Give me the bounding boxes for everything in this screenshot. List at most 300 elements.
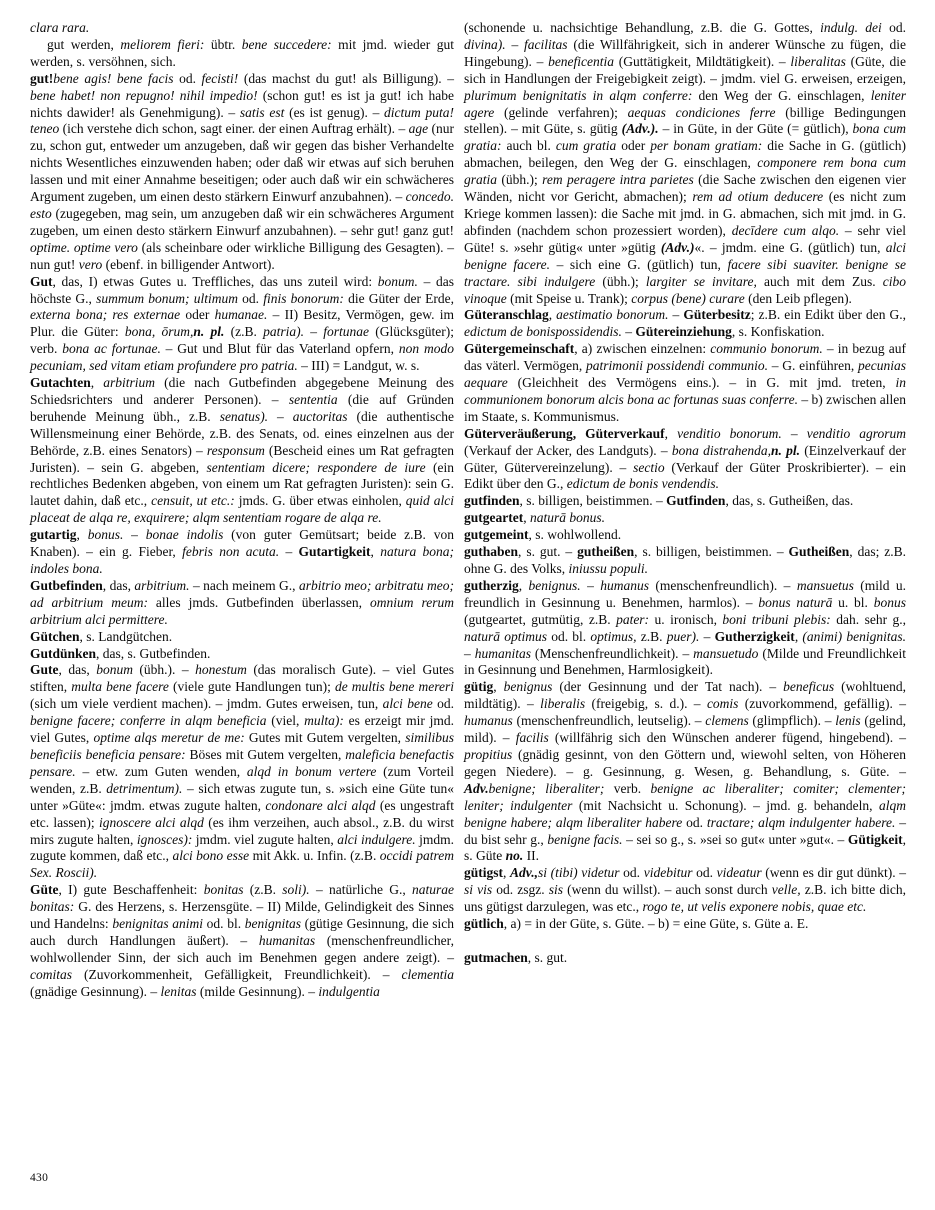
entry-text-run: (Adv.) (660, 239, 695, 255)
entry-text-run: cibo vinoque (464, 273, 906, 306)
entry-text-run: dah. sehr g., (830, 611, 907, 627)
entry-text-run: velle, (771, 882, 801, 898)
entry-text-run: jmds. G. über etwas einholen, (234, 493, 406, 509)
entry-text-run: gut werden, (47, 36, 121, 52)
entry-text-run: u. bl. (832, 594, 874, 610)
entry-text-run: liberalitas (790, 53, 846, 69)
entry-text-run: lenitas (160, 983, 197, 999)
entry-text-run: (Milde und Freundlichkeit in Gesinnung und Benehmen, Harmlosigkeit). (464, 645, 906, 678)
entry-text-run: (Adv.). (621, 121, 659, 137)
right-column (464, 20, 906, 967)
entry-text-run: od. (432, 696, 455, 712)
entry-text-run: Adv. (464, 780, 489, 796)
dictionary-entry (30, 882, 454, 1000)
entry-text-run: , s. wohlwollend. (528, 527, 622, 543)
dictionary-entry (30, 37, 454, 71)
entry-text-run: clara rara. (30, 20, 90, 35)
entry-text-run: bonum. (377, 273, 418, 289)
entry-text-run: – (268, 408, 293, 424)
entry-text-run: , s. billigen, beistimmen. – (519, 493, 667, 509)
entry-text-run: od. bl. (546, 628, 591, 644)
entry-text-run: od. bl. (203, 916, 245, 932)
entry-text-run: beneficentia (548, 53, 615, 69)
entry-text-run: benigne ac liberaliter; comiter; clementer; leniter; indulgenter (464, 780, 906, 813)
entry-text-run: cum gratia (555, 138, 617, 154)
entry-text-run: Gutdünken (30, 645, 97, 661)
dictionary-entry (464, 865, 906, 916)
entry-text-run: (Menschenfreundlichkeit). – (530, 645, 694, 661)
entry-text-run: (nur zu, schon gut, entweder um anzugeben, daß wir gegen das bisher Verhandelte nichts Wesentliches einzuwenden haben; oder daß wir etwas auf sich beruhen lassen und mit einer Annahme beseitigen; oder auch daß wir ein schwächeres Argument zugeben, um einen desto stärkern Einwurf anzubahnen). – (30, 121, 454, 205)
entry-text-run: Gutartigkeit (298, 544, 371, 560)
entry-text-run: benignus (503, 679, 553, 695)
entry-text-run: externa bona; res externae (30, 307, 181, 323)
entry-text-run: – (699, 628, 715, 644)
entry-text-run: ignosces): (136, 831, 193, 847)
entry-text-run: mansuetus (796, 577, 854, 593)
dictionary-entry (464, 307, 906, 341)
entry-text-run: , das, I) etwas Gutes u. Treffliches, das uns zuteil wird: (52, 273, 378, 289)
entry-text-run: – (781, 425, 807, 441)
dictionary-entry (30, 375, 454, 527)
entry-text-run: iniussu populi. (568, 561, 649, 576)
entry-text-run: (von guter Gemütsart; beide z.B. von Knaben). – ein g. Fieber, (30, 527, 454, 560)
dictionary-entry (464, 578, 906, 679)
entry-text-run: – Gut und Blut für das Vaterland opfern, (160, 341, 399, 357)
entry-text-run: es erzeigt mir jmd. viel Gutes, (30, 713, 455, 746)
entry-text-run: (Gleichheit des Vermögens eins.). – in G. mit jmd. treten, (507, 375, 896, 391)
entry-text-run: bene agis! bene facis (53, 70, 174, 86)
entry-text-run: (menschenfreundlich, leutselig). – (512, 713, 706, 729)
entry-text-run: alci bono esse (172, 848, 250, 864)
entry-text-run: – (668, 307, 684, 323)
entry-text-run: (glimpflich). – (748, 713, 836, 729)
entry-text-run: alqd in bonum vertere (246, 763, 377, 779)
entry-text-run: fortunae (323, 324, 370, 340)
entry-text-run: bona distrahenda, (671, 442, 772, 458)
entry-text-run: bene habet! non repugno! nihil impedio! (30, 87, 258, 103)
dictionary-entry (464, 510, 906, 527)
entry-text-run: (milde Gesinnung). – (196, 983, 319, 999)
entry-text-run: (z.B. (224, 324, 264, 340)
entry-text-run: divina). (464, 36, 506, 52)
entry-text-run: Böses mit Gutem vergelten, (185, 746, 346, 762)
entry-text-run: (viel, (266, 713, 305, 729)
entry-text-run: – das höchste G., (30, 273, 454, 306)
entry-text-run: mit Akk. u. Infin. (z.B. (249, 848, 380, 864)
entry-text-run: – (279, 544, 299, 560)
entry-text-run: multa bene facere (71, 679, 169, 695)
entry-text-run: (animi) benignitas. (802, 628, 907, 644)
entry-text-run: satis est (239, 104, 285, 120)
entry-text-run: (freigebig, s. d.). – (585, 696, 707, 712)
entry-text-run: auch mit dem Zus. (756, 273, 883, 289)
entry-text-run: guthaben (464, 544, 519, 560)
entry-text-run: vero (78, 256, 103, 272)
entry-text-run: leniter agere (464, 87, 906, 120)
entry-text-run: alles jmds. Gutbefinden überlassen, (147, 594, 371, 610)
entry-text-run: – nach meinem G., (189, 577, 299, 593)
entry-text-run: bonus naturā (758, 594, 833, 610)
entry-text-run: (zuvorkommend, gefällig). – (738, 696, 906, 712)
dictionary-entry (464, 341, 906, 426)
entry-text-run: Gutbefinden (30, 577, 103, 593)
left-column (30, 20, 454, 1001)
entry-text-run: – (304, 324, 324, 340)
entry-text-run: edictum de bonis vendendis. (566, 476, 719, 492)
entry-text-run: no. (505, 848, 524, 864)
entry-text-run: , das, s. Gutbefinden. (96, 645, 211, 661)
entry-text-run: (gelinde verfahren); (494, 104, 628, 120)
entry-text-run: alci benigne facere. (464, 239, 906, 272)
entry-text-run: tractare; alqm indulgenter habere. (706, 814, 896, 830)
entry-text-run: mansuetudo (693, 645, 759, 661)
entry-text-run: oder (180, 307, 215, 323)
entry-text-run: n. pl. (193, 324, 225, 340)
entry-text-run: si vis (464, 882, 493, 898)
entry-text-run: humanus (464, 713, 513, 729)
entry-text-run: ignoscere alci alqd (99, 814, 204, 830)
entry-text-run: lenis (835, 713, 861, 729)
entry-text-run: humanitas (258, 932, 316, 948)
entry-text-run: gutartig (30, 527, 77, 543)
entry-text-run: – sei so g., s. »sei so gut« unter »gut«. – (622, 831, 848, 847)
entry-text-run: gutfinden (464, 493, 520, 509)
entry-text-run: bonus. (87, 527, 124, 543)
entry-text-run: benigne facis. (547, 831, 623, 847)
entry-text-run: sectio (633, 459, 665, 475)
entry-text-run: (die nach Gutbefinden abgegebene Meinung des Schiedsrichters und anderer Personen). – (30, 375, 455, 407)
entry-text-run: mit jmd. wieder gut werden, s. versöhnen, sich. (30, 36, 455, 69)
entry-text-run: od. (619, 865, 644, 881)
entry-text-run: naturae bonitas: (30, 882, 455, 915)
entry-text-run: detrimentum). (106, 780, 183, 796)
entry-text-run: – (505, 36, 525, 52)
entry-text-run: – du bist sehr g., (464, 814, 907, 847)
entry-text-run: Güteranschlag (464, 307, 549, 323)
dictionary-entry (30, 646, 454, 663)
entry-text-run: – sich eine G. (gütlich) tun, (549, 256, 728, 272)
dictionary-entry (30, 662, 454, 882)
entry-text-run: benignus. (528, 577, 581, 593)
entry-text-run: soli). (282, 882, 310, 898)
entry-text-run: (willfährig sich den Wünschen anderer fügend, hingebend). – (548, 730, 907, 746)
entry-text-run: (Zuvorkommenheit, Gefälligkeit, Freundlichkeit). – (72, 966, 402, 982)
entry-text-run: arbitrio meo; arbitratu meo; ad arbitrium meum: (30, 577, 454, 610)
entry-text-run: benignitas animi (112, 916, 203, 932)
entry-text-run: alci indulgere. (337, 831, 416, 847)
entry-text-run: übtr. (204, 36, 242, 52)
entry-text-run: die Güter der Erde, (343, 290, 455, 306)
entry-text-run: (mit Nachsicht u. Schonung). – jmd. g. behandeln, (572, 797, 879, 813)
entry-text-run: , s. Güte (464, 831, 907, 864)
entry-text-run: Gut (30, 273, 53, 289)
entry-text-run: , (548, 307, 557, 323)
dictionary-entry (464, 493, 906, 510)
entry-text-run: (Verkauf der Güter Proskribierter). – ein Edikt über den G., (464, 459, 906, 492)
entry-text-run: Gutfinden (666, 493, 726, 509)
entry-text-run: (Verkauf der Acker, des Landguts). – (464, 442, 672, 458)
entry-text-run: u. ironisch, (649, 611, 723, 627)
entry-text-run: , s. gut. (527, 949, 568, 965)
entry-text-run: dictum puta! teneo (30, 104, 454, 137)
entry-text-run: Güterbesitz (683, 307, 751, 323)
entry-text-run: (menschenfreundlich). – (649, 577, 797, 593)
entry-text-run: , (370, 544, 381, 560)
entry-text-run: (ein rechtliches Bedenken abgeben, von einem um Rat gefragten Juristen): sein G. lautet dahin, daß etc., (30, 459, 454, 509)
entry-text-run: (Bescheid eines um Rat gefragten Juristen). – sein G. abgeben, (30, 442, 454, 475)
entry-text-run: Gutachten (30, 375, 91, 391)
entry-text-run: arbitrium. (134, 577, 190, 593)
entry-text-run: (menschenfreundlicher, wohlwollender Sinn, der sich auch im Benehmen gegen andere zeigt). – (30, 932, 455, 965)
entry-text-run: , (76, 527, 88, 543)
entry-text-run: , (794, 628, 803, 644)
entry-text-run: , a) = in der Güte, s. Güte. – b) = eine Güte, s. Güte a. E. (503, 916, 809, 932)
entry-text-run: – (621, 324, 636, 340)
entry-text-run: (Glücksgüter); verb. (30, 324, 454, 357)
entry-text-run: concedo. esto (30, 189, 454, 221)
entry-text-run: clementia (401, 966, 454, 982)
entry-text-run: Gütigkeit (847, 831, 903, 847)
entry-text-run: , das, (58, 662, 97, 678)
entry-text-run: occidi patrem Sex. Roscii). (30, 848, 454, 881)
entry-text-run: optimus, (590, 628, 637, 644)
entry-text-run: corpus (bene) curare (631, 290, 745, 306)
entry-text-run: pecunias aequare (464, 358, 907, 391)
entry-text-run: febris non acuta. (182, 544, 280, 560)
entry-text-run: (z.B. (243, 882, 283, 898)
dictionary-entry (30, 20, 454, 37)
entry-text-run: gütlich (464, 916, 504, 932)
entry-text-run: od. (881, 20, 906, 35)
entry-text-run: Gutheißen (788, 544, 850, 560)
entry-text-run: «. – jmdm. eine G. (gütlich) tun, (694, 239, 886, 255)
entry-text-run: , das; z.B. ohne G. des Volks, (464, 544, 906, 576)
entry-text-run: od. (237, 290, 264, 306)
entry-text-run: facilis (515, 730, 549, 746)
entry-text-run: indulg. dei (820, 20, 882, 35)
entry-text-run: (schon gut! es ist ja gut! ich habe nichts dawider! als Genehmigung). – (30, 87, 454, 120)
dictionary-entry (464, 679, 906, 865)
entry-text-run: venditio bonorum. (677, 425, 782, 441)
entry-text-run: comitas (30, 966, 72, 982)
entry-text-run: (ebenf. in billigender Antwort). (102, 256, 275, 272)
entry-text-run: bene succedere: (241, 36, 332, 52)
entry-text-run: (gelind, mild). – (464, 713, 906, 746)
entry-text-run: gutgeartet (464, 510, 524, 526)
dictionary-entry (464, 950, 906, 967)
entry-text-run: Güterveräußerung, Güterverkauf (464, 425, 665, 441)
entry-text-run: (die Sache zwischen den eigenen vier Wänden, nicht vor Gericht, abmachen); (464, 172, 906, 205)
entry-text-run: plurimum benignitatis in alqm conferre: (464, 87, 693, 103)
entry-text-run: bona ac fortunae. (62, 341, 161, 357)
entry-text-run: od. (692, 865, 717, 881)
entry-text-run: (wohltuend, mildtätig). – (464, 679, 907, 712)
entry-text-run: multa): (304, 713, 344, 729)
entry-text-run: , (518, 577, 529, 593)
entry-text-run: – III) = Landgut, w. s. (297, 358, 420, 374)
entry-text-run: bonus (873, 594, 906, 610)
entry-text-run: n. pl. (771, 442, 801, 458)
entry-text-run: communio bonorum. (710, 341, 823, 357)
entry-text-run: censuit, ut etc.: (151, 493, 235, 509)
dictionary-entry (30, 274, 454, 375)
entry-text-run: patria). (263, 324, 305, 340)
entry-text-run: – etw. zum Guten wenden, (75, 763, 247, 779)
entry-text-run: (mild u. freundlich in Gesinnung u. Benehmen, harmlos). – (464, 577, 907, 610)
entry-text-run: benigne; liberaliter; (488, 780, 605, 796)
dictionary-entry (30, 71, 454, 274)
entry-text-run: , das, s. Gutheißen, das. (725, 493, 854, 509)
entry-text-run: z.B. ich bitte dich, uns gütigst darzulegen, was etc., (464, 882, 906, 915)
entry-text-run: arbitrium (103, 375, 155, 391)
entry-text-run: (Güte, die sich in Handlungen der Freigebigkeit zeigt). – jmdm. viel G. erweisen, erzeigen, (464, 53, 906, 86)
entry-text-run: gutheißen (577, 544, 635, 560)
entry-text-run: (es ist genug). – (284, 104, 385, 120)
entry-text-run: (das moralisch Gute). – viel Gutes stiften, (30, 662, 454, 695)
entry-text-run: condonare alci alqd (265, 797, 376, 813)
entry-text-run: summum bonum; ultimum (96, 290, 238, 306)
entry-text-run: , (523, 510, 530, 526)
entry-text-run: sententia (288, 391, 338, 407)
entry-text-run: gutherzig (464, 577, 519, 593)
entry-text-run: maleficia benefactis pensare. (30, 746, 455, 779)
entry-text-run: (viele gute Handlungen tun); (168, 679, 335, 695)
entry-text-run: , s. Konfiskation. (731, 324, 825, 340)
entry-text-run: bona, ōrum, (124, 324, 194, 340)
entry-text-run: – II) Besitz, Vermögen, gew. im Plur. die Güter: (30, 307, 454, 340)
entry-text-run: non modo pecuniam, sed vitam etiam profundere pro patria. (30, 341, 454, 374)
entry-text-run: (es ihm verzeihen, auch absol., z.B. du wirst mirs zugute halten, (30, 814, 454, 847)
entry-text-run: , s. Landgütchen. (79, 628, 173, 644)
entry-text-run: , (503, 865, 511, 881)
entry-text-run: sis (548, 882, 563, 898)
entry-text-run: (der Gesinnung und der Tat nach). – (552, 679, 784, 695)
dictionary-entry (464, 527, 906, 544)
entry-text-run: alqm benigne habere; alqm liberaliter habere (464, 797, 906, 830)
entry-text-run: facilitas (524, 36, 568, 52)
entry-text-run: propitius (464, 746, 513, 762)
entry-text-run: Gutes mit Gutem vergelten, (244, 730, 406, 746)
entry-text-run: ; z.B. ein Edikt über den G., (750, 307, 907, 323)
entry-text-run: , (664, 425, 678, 441)
entry-text-run: patrimonii possidendi communio. (586, 358, 768, 374)
entry-text-run: od. zsgz. (492, 882, 549, 898)
entry-text-run: bonae indolis (145, 527, 224, 543)
entry-text-run: , (493, 679, 504, 695)
entry-text-run: (gnädig gesinnt, von den Göttern und, wiewohl selten, von Höheren gegen Niedere). – g. Gesinnung, g. Wesen, g. Behandlung, s. Güte. – (464, 746, 906, 779)
entry-text-run: gut! (30, 70, 54, 86)
entry-text-run: (wenn es dir gut dünkt). – (761, 865, 907, 881)
entry-text-run: (zum Vorteil wenden, z.B. (30, 763, 454, 796)
entry-text-run: – in bezug auf das väterl. Vermögen, (464, 341, 907, 374)
entry-text-run: gütigst (464, 865, 504, 881)
entry-text-run: similibus beneficiis beneficia pensare: (30, 730, 454, 762)
entry-text-run: – (123, 527, 146, 543)
entry-text-run: (den Leib pflegen). (744, 290, 852, 306)
entry-text-run: od. (173, 70, 202, 86)
entry-text-run: edictum de bonispossidendis. (464, 324, 622, 340)
entry-text-run: per bonam gratiam: (650, 138, 763, 154)
dictionary-entry (464, 426, 906, 494)
entry-text-run: (die Willfährigkeit, sich in anderer Wünsche zu fügen, die Hingebung). – (464, 36, 906, 69)
entry-text-run: (es ungestraft etc. lassen); (30, 797, 454, 830)
entry-text-run: rem peragere intra parietes (542, 172, 694, 188)
entry-text-run: auch bl. (501, 138, 556, 154)
entry-text-run: decīdere cum alqo. (731, 222, 840, 238)
entry-text-run: quid alci placeat de alqa re, exquirere; alqm sententiam rogare de alqa re. (30, 493, 454, 526)
entry-text-run: – in Güte, in der Güte (= gütlich), (658, 121, 853, 137)
entry-text-run: sententiam dicere; respondere de iure (206, 459, 426, 475)
entry-text-run: , I) gute Beschaffenheit: (58, 882, 204, 898)
entry-text-run: verb. (604, 780, 651, 796)
entry-text-run: Gute (30, 662, 59, 678)
entry-text-run: Adv., (510, 865, 539, 881)
entry-text-run: (zugegeben, mag sein, um anzugeben daß wir ein schwächeres Argument zugeben, um einen desto stärkern Einwurf anzubahnen). – sehr gut! ganz gut! (30, 205, 454, 238)
entry-text-run: benignitas (244, 916, 301, 932)
entry-text-run: (billige Bedingungen stellen). – mit Güte, s. gütig (464, 104, 906, 137)
entry-text-run: optime. optime vero (30, 239, 138, 255)
entry-text-run: bonum (96, 662, 133, 678)
entry-text-run: (übh.). – (132, 662, 196, 678)
entry-text-run: , a) zwischen einzelnen: (574, 341, 711, 357)
entry-text-run: videatur (716, 865, 762, 881)
entry-text-run: naturā bonus. (529, 510, 605, 526)
entry-text-run: , das, (102, 577, 135, 593)
dictionary-entry (30, 527, 454, 578)
entry-text-run: indulgentia (318, 983, 380, 999)
entry-text-run: , s. gut. – (518, 544, 578, 560)
entry-text-run: auctoritas (292, 408, 348, 424)
entry-text-run: Güte (30, 882, 59, 898)
entry-text-run: boni tribuni plebis: (722, 611, 831, 627)
entry-text-run: rem ad otium deducere (692, 189, 824, 205)
entry-text-run: fecisti! (201, 70, 239, 86)
entry-text-run: comis (706, 696, 739, 712)
entry-text-run: venditio agrorum (806, 425, 907, 441)
entry-text-run: humanus (600, 577, 650, 593)
entry-text-run: (Guttätigkeit, Mildtätigkeit). – (614, 53, 791, 69)
entry-text-run: largiter se invitare, (645, 273, 757, 289)
entry-text-run: Gütchen (30, 628, 80, 644)
entry-text-run: aestimatio bonorum. (556, 307, 669, 323)
entry-text-run: – sehr viel Güte! s. »sehr gütig« unter »gütig (464, 222, 906, 255)
page-number: 430 (30, 1172, 49, 1184)
entry-text-run: (gutgeartet, gutmütig, z.B. (464, 611, 617, 627)
entry-text-run: gutmachen (464, 949, 528, 965)
entry-text-run: z.B. (636, 628, 667, 644)
entry-text-run: (die auf Gründen beruhende Meinung übh., z.B. (30, 391, 454, 424)
entry-text-run: optime alqs meretur de me: (93, 730, 245, 746)
entry-text-run: (als scheinbare oder wirkliche Billigung des Gesagten). – nun gut! (30, 239, 454, 272)
entry-text-run: den Weg der G. einschlagen, (692, 87, 871, 103)
entry-text-run: rogo te, ut velis exponere nobis, quae etc. (642, 899, 867, 915)
entry-text-run: gutgemeint (464, 527, 529, 543)
entry-text-run: (übh.); (497, 172, 543, 188)
entry-text-run: (die authentische Willensmeinung einer Behörde, z.B. des Senats, od. eines einzelnen aus der Behörde, z.B. eines Senators) – (30, 408, 455, 458)
entry-text-run: meliorem fieri: (120, 36, 205, 52)
entry-text-run: componere rem bona cum gratia (464, 155, 906, 188)
entry-text-run: II. (523, 848, 540, 864)
entry-text-run: (sich um viele verdient machen). – jmdm. Gutes erweisen, tun, (30, 696, 383, 712)
entry-text-run: naturā optimus (464, 628, 547, 644)
entry-text-run: de multis bene mereri (334, 679, 454, 695)
entry-text-run: , s. billigen, beistimmen. – (634, 544, 789, 560)
entry-text-run: – (580, 577, 601, 593)
entry-text-run: pater: (616, 611, 650, 627)
entry-text-run: (gütige Gesinnung, die sich auch durch Handlungen äußert). – (30, 916, 454, 948)
dictionary-entry (464, 544, 906, 578)
entry-text-run: finis bonorum: (263, 290, 344, 306)
